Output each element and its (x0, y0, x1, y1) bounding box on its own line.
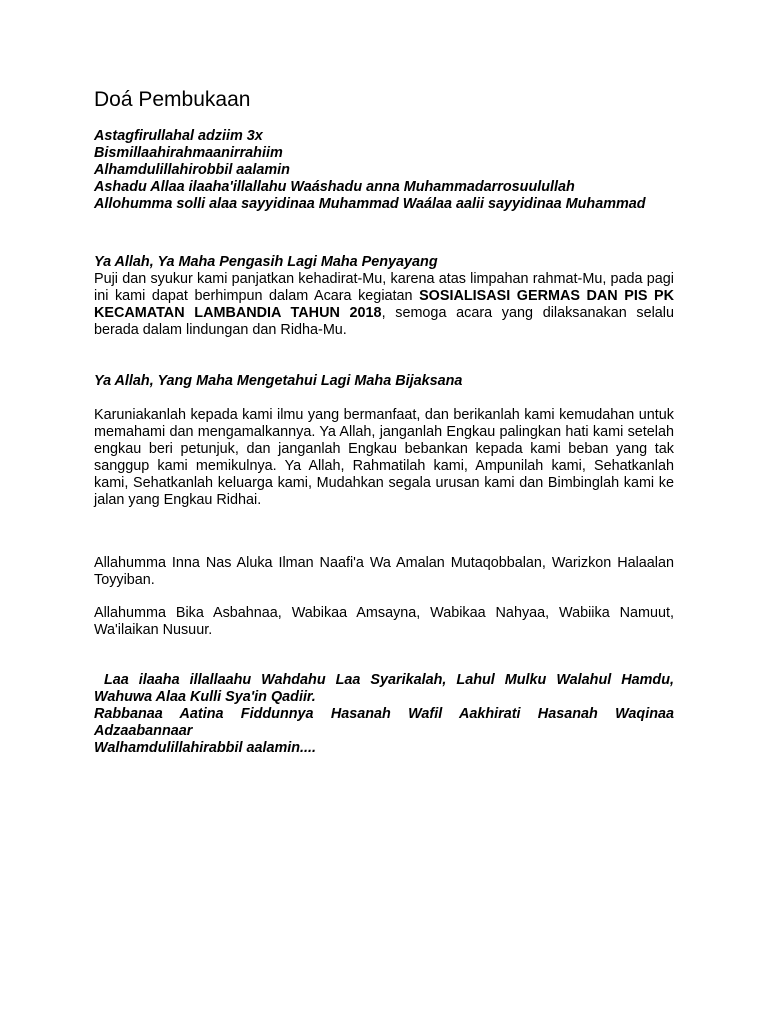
opening-line: Astagfirullahal adziim 3x (94, 128, 263, 144)
closing-line-3: Walhamdulillahirabbil aalamin.... (94, 740, 317, 756)
closing-line-2: Rabbanaa Aatina Fiddunnya Hasanah Wafil Aakhirati Hasanah Waqinaa Adzaabannaar (94, 706, 674, 739)
prayer-paragraph-2: Allahumma Bika Asbahnaa, Wabikaa Amsayna, Wabikaa Nahyaa, Wabiika Namuut, Wa'ilaikan Nusuur. (94, 605, 674, 638)
opening-lines (94, 128, 674, 213)
prayer-paragraph-1: Allahumma Inna Nas Aluka Ilman Naafi'a Wa Amalan Mutaqobbalan, Warizkon Halaalan Toyyiban. (94, 555, 674, 588)
section1-heading: Ya Allah, Ya Maha Pengasih Lagi Maha Penyayang (94, 254, 438, 270)
opening-line: Allohumma solli alaa sayyidinaa Muhammad Waálaa aalii sayyidinaa Muhammad (94, 196, 646, 212)
section1-paragraph (94, 271, 674, 339)
opening-line: Bismillaahirahmaanirrahiim (94, 145, 283, 161)
opening-line: Ashadu Allaa ilaaha'illallahu Waáshadu anna Muhammadarrosuulullah (94, 179, 575, 195)
section2-paragraph: Karuniakanlah kepada kami ilmu yang bermanfaat, dan berikanlah kami kemudahan untuk memahami dan mengamalkannya. Ya Allah, janganlah Engkau palingkan hati kami setelah engkau beri petunjuk, dan janganlah Engkau bebankan kepada kami beban yang tak sanggup kami memikulnya. Ya Allah, Rahmatilah kami, Ampunilah kami, Sehatkanlah kami, Sehatkanlah keluarga kami, Mudahkan segala urusan kami dan Bimbinglah kami ke jalan yang Engkau Ridhai. (94, 407, 674, 508)
event-name: SOSIALISASI GERMAS DAN PIS PK KECAMATAN LAMBANDIA TAHUN 2018 (94, 288, 674, 321)
opening-line: Alhamdulillahirobbil aalamin (94, 162, 290, 178)
closing-line-1: Laa ilaaha illallaahu Wahdahu Laa Syarikalah, Lahul Mulku Walahul Hamdu, Wahuwa Alaa Kulli Sya'in Qadiir. (94, 672, 678, 705)
section2-heading: Ya Allah, Yang Maha Mengetahui Lagi Maha Bijaksana (94, 373, 463, 389)
section1-text-after: , semoga acara yang dilaksanakan selalu berada dalam lindungan dan Ridha-Mu. (94, 305, 674, 338)
section1-text-before: Puji dan syukur kami panjatkan kehadirat-Mu, karena atas limpahan rahmat-Mu, pada pagi ini kami dapat berhimpun dalam Acara kegiatan (94, 271, 674, 304)
document-title: Doá Pembukaan (94, 88, 251, 111)
